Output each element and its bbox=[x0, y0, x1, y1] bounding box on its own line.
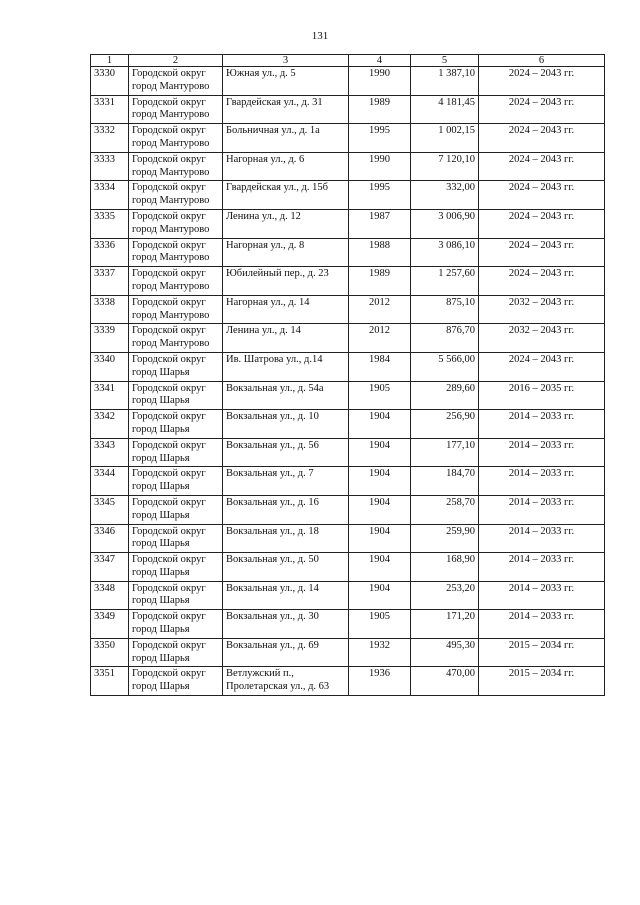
address-cell: Гвардейская ул., д. 15б bbox=[223, 181, 349, 210]
cost-cell: 5 566,00 bbox=[411, 352, 479, 381]
municipality-cell: Городской округ город Мантурово bbox=[129, 267, 223, 296]
year-cell: 1990 bbox=[349, 67, 411, 96]
row-number-cell: 3331 bbox=[91, 95, 129, 124]
table-row bbox=[91, 181, 605, 210]
row-number-cell: 3335 bbox=[91, 209, 129, 238]
cost-cell: 168,90 bbox=[411, 553, 479, 582]
year-cell: 1905 bbox=[349, 381, 411, 410]
period-cell: 2014 – 2033 гг. bbox=[479, 410, 605, 439]
municipality-cell: Городской округ город Мантурово bbox=[129, 209, 223, 238]
cost-cell: 3 006,90 bbox=[411, 209, 479, 238]
address-cell: Вокзальная ул., д. 7 bbox=[223, 467, 349, 496]
year-cell: 1904 bbox=[349, 553, 411, 582]
period-cell: 2016 – 2035 гг. bbox=[479, 381, 605, 410]
table-body bbox=[91, 67, 605, 696]
table-row bbox=[91, 495, 605, 524]
year-cell: 1984 bbox=[349, 352, 411, 381]
address-cell: Ветлужский п., Пролетарская ул., д. 63 bbox=[223, 667, 349, 696]
municipality-cell: Городской округ город Шарья bbox=[129, 638, 223, 667]
row-number-cell: 3337 bbox=[91, 267, 129, 296]
cost-cell: 7 120,10 bbox=[411, 152, 479, 181]
year-cell: 1904 bbox=[349, 581, 411, 610]
address-cell: Вокзальная ул., д. 14 bbox=[223, 581, 349, 610]
period-cell: 2015 – 2034 гг. bbox=[479, 638, 605, 667]
address-cell: Нагорная ул., д. 8 bbox=[223, 238, 349, 267]
period-cell: 2024 – 2043 гг. bbox=[479, 67, 605, 96]
year-cell: 1989 bbox=[349, 95, 411, 124]
table-row bbox=[91, 524, 605, 553]
table-row bbox=[91, 124, 605, 153]
address-cell: Вокзальная ул., д. 18 bbox=[223, 524, 349, 553]
address-cell: Гвардейская ул., д. 31 bbox=[223, 95, 349, 124]
period-cell: 2014 – 2033 гг. bbox=[479, 524, 605, 553]
year-cell: 1936 bbox=[349, 667, 411, 696]
year-cell: 1988 bbox=[349, 238, 411, 267]
address-cell: Вокзальная ул., д. 69 bbox=[223, 638, 349, 667]
cost-cell: 177,10 bbox=[411, 438, 479, 467]
period-cell: 2024 – 2043 гг. bbox=[479, 95, 605, 124]
cost-cell: 875,10 bbox=[411, 295, 479, 324]
header-cell-2: 2 bbox=[129, 55, 223, 67]
period-cell: 2014 – 2033 гг. bbox=[479, 581, 605, 610]
cost-cell: 258,70 bbox=[411, 495, 479, 524]
header-cell-4: 4 bbox=[349, 55, 411, 67]
cost-cell: 253,20 bbox=[411, 581, 479, 610]
row-number-cell: 3347 bbox=[91, 553, 129, 582]
cost-cell: 3 086,10 bbox=[411, 238, 479, 267]
period-cell: 2014 – 2033 гг. bbox=[479, 438, 605, 467]
cost-cell: 1 387,10 bbox=[411, 67, 479, 96]
cost-cell: 4 181,45 bbox=[411, 95, 479, 124]
cost-cell: 171,20 bbox=[411, 610, 479, 639]
registry-table bbox=[90, 54, 605, 696]
table-row bbox=[91, 324, 605, 353]
period-cell: 2015 – 2034 гг. bbox=[479, 667, 605, 696]
municipality-cell: Городской округ город Мантурово bbox=[129, 95, 223, 124]
year-cell: 1905 bbox=[349, 610, 411, 639]
header-cell-5: 5 bbox=[411, 55, 479, 67]
period-cell: 2032 – 2043 гг. bbox=[479, 295, 605, 324]
address-cell: Вокзальная ул., д. 56 bbox=[223, 438, 349, 467]
municipality-cell: Городской округ город Мантурово bbox=[129, 324, 223, 353]
address-cell: Южная ул., д. 5 bbox=[223, 67, 349, 96]
municipality-cell: Городской округ город Шарья bbox=[129, 610, 223, 639]
year-cell: 1904 bbox=[349, 410, 411, 439]
table-row bbox=[91, 238, 605, 267]
header-row bbox=[91, 55, 605, 67]
table-row bbox=[91, 267, 605, 296]
municipality-cell: Городской округ город Шарья bbox=[129, 438, 223, 467]
address-cell: Ленина ул., д. 14 bbox=[223, 324, 349, 353]
row-number-cell: 3338 bbox=[91, 295, 129, 324]
row-number-cell: 3340 bbox=[91, 352, 129, 381]
address-cell: Нагорная ул., д. 6 bbox=[223, 152, 349, 181]
row-number-cell: 3350 bbox=[91, 638, 129, 667]
header-cell-1: 1 bbox=[91, 55, 129, 67]
cost-cell: 1 002,15 bbox=[411, 124, 479, 153]
period-cell: 2024 – 2043 гг. bbox=[479, 209, 605, 238]
year-cell: 2012 bbox=[349, 324, 411, 353]
year-cell: 1989 bbox=[349, 267, 411, 296]
year-cell: 1904 bbox=[349, 524, 411, 553]
row-number-cell: 3342 bbox=[91, 410, 129, 439]
table-row bbox=[91, 467, 605, 496]
address-cell: Вокзальная ул., д. 54а bbox=[223, 381, 349, 410]
table-row bbox=[91, 209, 605, 238]
row-number-cell: 3333 bbox=[91, 152, 129, 181]
municipality-cell: Городской округ город Мантурово bbox=[129, 124, 223, 153]
address-cell: Вокзальная ул., д. 10 bbox=[223, 410, 349, 439]
municipality-cell: Городской округ город Мантурово bbox=[129, 152, 223, 181]
address-cell: Вокзальная ул., д. 50 bbox=[223, 553, 349, 582]
year-cell: 1987 bbox=[349, 209, 411, 238]
header-cell-6: 6 bbox=[479, 55, 605, 67]
period-cell: 2024 – 2043 гг. bbox=[479, 124, 605, 153]
period-cell: 2024 – 2043 гг. bbox=[479, 238, 605, 267]
address-cell: Нагорная ул., д. 14 bbox=[223, 295, 349, 324]
period-cell: 2024 – 2043 гг. bbox=[479, 267, 605, 296]
address-cell: Вокзальная ул., д. 16 bbox=[223, 495, 349, 524]
cost-cell: 876,70 bbox=[411, 324, 479, 353]
year-cell: 1932 bbox=[349, 638, 411, 667]
row-number-cell: 3336 bbox=[91, 238, 129, 267]
row-number-cell: 3341 bbox=[91, 381, 129, 410]
row-number-cell: 3332 bbox=[91, 124, 129, 153]
header-cell-3: 3 bbox=[223, 55, 349, 67]
row-number-cell: 3351 bbox=[91, 667, 129, 696]
municipality-cell: Городской округ город Шарья bbox=[129, 553, 223, 582]
period-cell: 2032 – 2043 гг. bbox=[479, 324, 605, 353]
period-cell: 2014 – 2033 гг. bbox=[479, 553, 605, 582]
period-cell: 2014 – 2033 гг. bbox=[479, 467, 605, 496]
table-row bbox=[91, 553, 605, 582]
period-cell: 2014 – 2033 гг. bbox=[479, 610, 605, 639]
municipality-cell: Городской округ город Шарья bbox=[129, 381, 223, 410]
period-cell: 2014 – 2033 гг. bbox=[479, 495, 605, 524]
cost-cell: 495,30 bbox=[411, 638, 479, 667]
cost-cell: 470,00 bbox=[411, 667, 479, 696]
row-number-cell: 3348 bbox=[91, 581, 129, 610]
municipality-cell: Городской округ город Шарья bbox=[129, 667, 223, 696]
municipality-cell: Городской округ город Шарья bbox=[129, 581, 223, 610]
page-number: 131 bbox=[311, 30, 329, 42]
year-cell: 1995 bbox=[349, 181, 411, 210]
address-cell: Больничная ул., д. 1а bbox=[223, 124, 349, 153]
address-cell: Ленина ул., д. 12 bbox=[223, 209, 349, 238]
row-number-cell: 3346 bbox=[91, 524, 129, 553]
table-row bbox=[91, 152, 605, 181]
table-row bbox=[91, 95, 605, 124]
municipality-cell: Городской округ город Шарья bbox=[129, 352, 223, 381]
year-cell: 1995 bbox=[349, 124, 411, 153]
municipality-cell: Городской округ город Мантурово bbox=[129, 238, 223, 267]
year-cell: 2012 bbox=[349, 295, 411, 324]
cost-cell: 256,90 bbox=[411, 410, 479, 439]
table-row bbox=[91, 381, 605, 410]
period-cell: 2024 – 2043 гг. bbox=[479, 352, 605, 381]
cost-cell: 332,00 bbox=[411, 181, 479, 210]
table-row bbox=[91, 610, 605, 639]
address-cell: Вокзальная ул., д. 30 bbox=[223, 610, 349, 639]
municipality-cell: Городской округ город Мантурово bbox=[129, 181, 223, 210]
period-cell: 2024 – 2043 гг. bbox=[479, 181, 605, 210]
row-number-cell: 3349 bbox=[91, 610, 129, 639]
municipality-cell: Городской округ город Шарья bbox=[129, 524, 223, 553]
cost-cell: 184,70 bbox=[411, 467, 479, 496]
row-number-cell: 3343 bbox=[91, 438, 129, 467]
year-cell: 1990 bbox=[349, 152, 411, 181]
municipality-cell: Городской округ город Шарья bbox=[129, 410, 223, 439]
municipality-cell: Городской округ город Мантурово bbox=[129, 295, 223, 324]
address-cell: Ив. Шатрова ул., д.14 bbox=[223, 352, 349, 381]
cost-cell: 1 257,60 bbox=[411, 267, 479, 296]
period-cell: 2024 – 2043 гг. bbox=[479, 152, 605, 181]
row-number-cell: 3330 bbox=[91, 67, 129, 96]
municipality-cell: Городской округ город Шарья bbox=[129, 467, 223, 496]
address-cell: Юбилейный пер., д. 23 bbox=[223, 267, 349, 296]
cost-cell: 259,90 bbox=[411, 524, 479, 553]
row-number-cell: 3339 bbox=[91, 324, 129, 353]
table-row bbox=[91, 295, 605, 324]
row-number-cell: 3345 bbox=[91, 495, 129, 524]
municipality-cell: Городской округ город Шарья bbox=[129, 495, 223, 524]
year-cell: 1904 bbox=[349, 495, 411, 524]
table-row bbox=[91, 67, 605, 96]
table-row bbox=[91, 581, 605, 610]
table-row bbox=[91, 667, 605, 696]
municipality-cell: Городской округ город Мантурово bbox=[129, 67, 223, 96]
table-row bbox=[91, 352, 605, 381]
year-cell: 1904 bbox=[349, 467, 411, 496]
table-row bbox=[91, 410, 605, 439]
row-number-cell: 3334 bbox=[91, 181, 129, 210]
year-cell: 1904 bbox=[349, 438, 411, 467]
cost-cell: 289,60 bbox=[411, 381, 479, 410]
table-row bbox=[91, 638, 605, 667]
row-number-cell: 3344 bbox=[91, 467, 129, 496]
table-row bbox=[91, 438, 605, 467]
